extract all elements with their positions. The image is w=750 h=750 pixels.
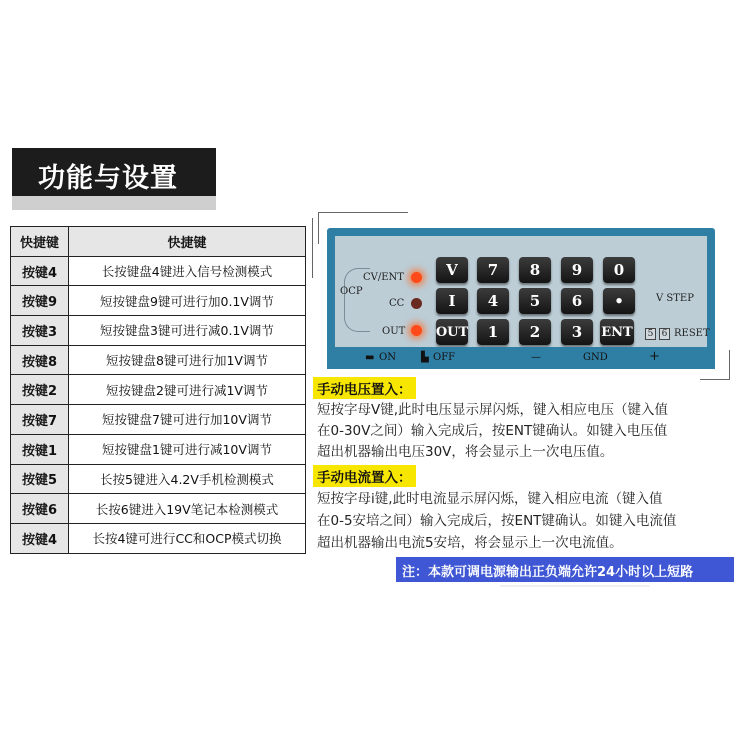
current-line-1: 短按字母i键,此时电流显示屏闪烁，键入相应电流（键入值 (317, 491, 663, 507)
table-row (11, 494, 306, 524)
cc-label: CC (389, 298, 405, 309)
row-key: 按键8 (11, 345, 69, 375)
row-key: 按键6 (11, 494, 69, 524)
title-banner (12, 148, 216, 210)
row-desc: 短按键盘7键可进行加10V调节 (69, 405, 306, 435)
table-row (11, 523, 306, 553)
table-row (11, 316, 306, 346)
table-row (11, 434, 306, 464)
terminal-gnd-label: GND (583, 352, 608, 363)
row-desc: 长按4键可进行CC和OCP模式切换 (69, 523, 306, 553)
table-row (11, 345, 306, 375)
row-desc: 长按6键进入19V笔记本检测模式 (69, 494, 306, 524)
current-line-3: 超出机器输出电流5安培，将会显示上一次电流值。 (317, 535, 623, 551)
table-row (11, 464, 306, 494)
key-7-button[interactable]: 7 (477, 257, 509, 283)
row-desc: 短按键盘2键可进行减1V调节 (69, 375, 306, 405)
current-line-2: 在0-5安培之间）输入完成后，按ENT键确认。如键入电流值 (317, 513, 677, 529)
key-ent-button[interactable]: ENT (600, 319, 634, 345)
row-key: 按键4 (11, 523, 69, 553)
row-desc: 长按键盘4键进入信号检测模式 (69, 256, 306, 286)
key-out-button[interactable]: OUT (436, 319, 468, 345)
voltage-line-2: 在0-30V之间）输入完成后，按ENT键确认。如键入电压值 (317, 423, 668, 439)
key-3-button[interactable]: 3 (561, 319, 593, 345)
row-desc: 短按键盘1键可进行减10V调节 (69, 434, 306, 464)
key-9-button[interactable]: 9 (561, 257, 593, 283)
row-key: 按键4 (11, 256, 69, 286)
ocp-label: OCP (340, 286, 363, 297)
key-dot-button[interactable]: • (603, 288, 635, 314)
key-i-button[interactable]: I (436, 288, 468, 314)
key-2-button[interactable]: 2 (519, 319, 551, 345)
table-row (11, 256, 306, 286)
key-v-button[interactable]: V (436, 257, 468, 283)
row-desc: 短按键盘9键可进行加0.1V调节 (69, 286, 306, 316)
key-1-button[interactable]: 1 (477, 319, 509, 345)
table-header-desc: 快捷键 (69, 227, 306, 257)
current-section-title: 手动电流置入： (313, 465, 416, 487)
reset-label: RESET (674, 328, 710, 339)
voltage-section-title: 手动电压置入： (313, 377, 416, 399)
row-key: 按键5 (11, 464, 69, 494)
row-desc: 短按键盘3键可进行减0.1V调节 (69, 316, 306, 346)
row-key: 按键2 (11, 375, 69, 405)
table-row (11, 286, 306, 316)
table-header-key: 快捷键 (11, 227, 69, 257)
power-off-label: OFF (433, 352, 456, 363)
voltage-line-3: 超出机器输出电压30V，将会显示上一次电压值。 (317, 444, 614, 460)
key-4-button[interactable]: 4 (477, 288, 509, 314)
key-5-button[interactable]: 5 (519, 288, 551, 314)
row-desc: 短按键盘8键可进行加1V调节 (69, 345, 306, 375)
key-0-button[interactable]: 0 (603, 257, 635, 283)
panel-bottom-strip (327, 347, 715, 369)
reset-6-box: 6 (659, 328, 670, 340)
out-led-indicator (411, 325, 422, 336)
v-step-label: V STEP (656, 293, 694, 304)
note-banner: 注：本款可调电源输出正负端允许24小时以上短路 (396, 557, 734, 582)
power-on-label: ON (379, 352, 396, 363)
row-desc: 长按5键进入4.2V手机检测模式 (69, 464, 306, 494)
voltage-line-1: 短按字母V键,此时电压显示屏闪烁，键入相应电压（键入值 (317, 402, 669, 418)
row-key: 按键9 (11, 286, 69, 316)
power-off-icon: ▙ (421, 352, 429, 363)
key-6-button[interactable]: 6 (561, 288, 593, 314)
cv-ent-led-indicator (411, 272, 422, 283)
title-stripe (12, 196, 216, 210)
table-header-row (11, 227, 306, 257)
shortcut-table (10, 226, 306, 554)
corner-bracket-top-left-inner (312, 218, 326, 278)
divider (500, 585, 650, 587)
row-key: 按键3 (11, 316, 69, 346)
page-title: 功能与设置 (38, 163, 178, 194)
terminal-minus-label: — (531, 352, 541, 363)
table-row (11, 405, 306, 435)
reset-5-box: 5 (645, 328, 656, 340)
key-8-button[interactable]: 8 (519, 257, 551, 283)
row-key: 按键1 (11, 434, 69, 464)
cc-led-indicator (411, 298, 422, 309)
out-label: OUT (382, 326, 406, 337)
cv-ent-label: CV/ENT (363, 272, 404, 283)
table-row (11, 375, 306, 405)
row-key: 按键7 (11, 405, 69, 435)
terminal-plus-label: + (649, 349, 660, 364)
power-on-icon: ▬ (365, 352, 375, 363)
